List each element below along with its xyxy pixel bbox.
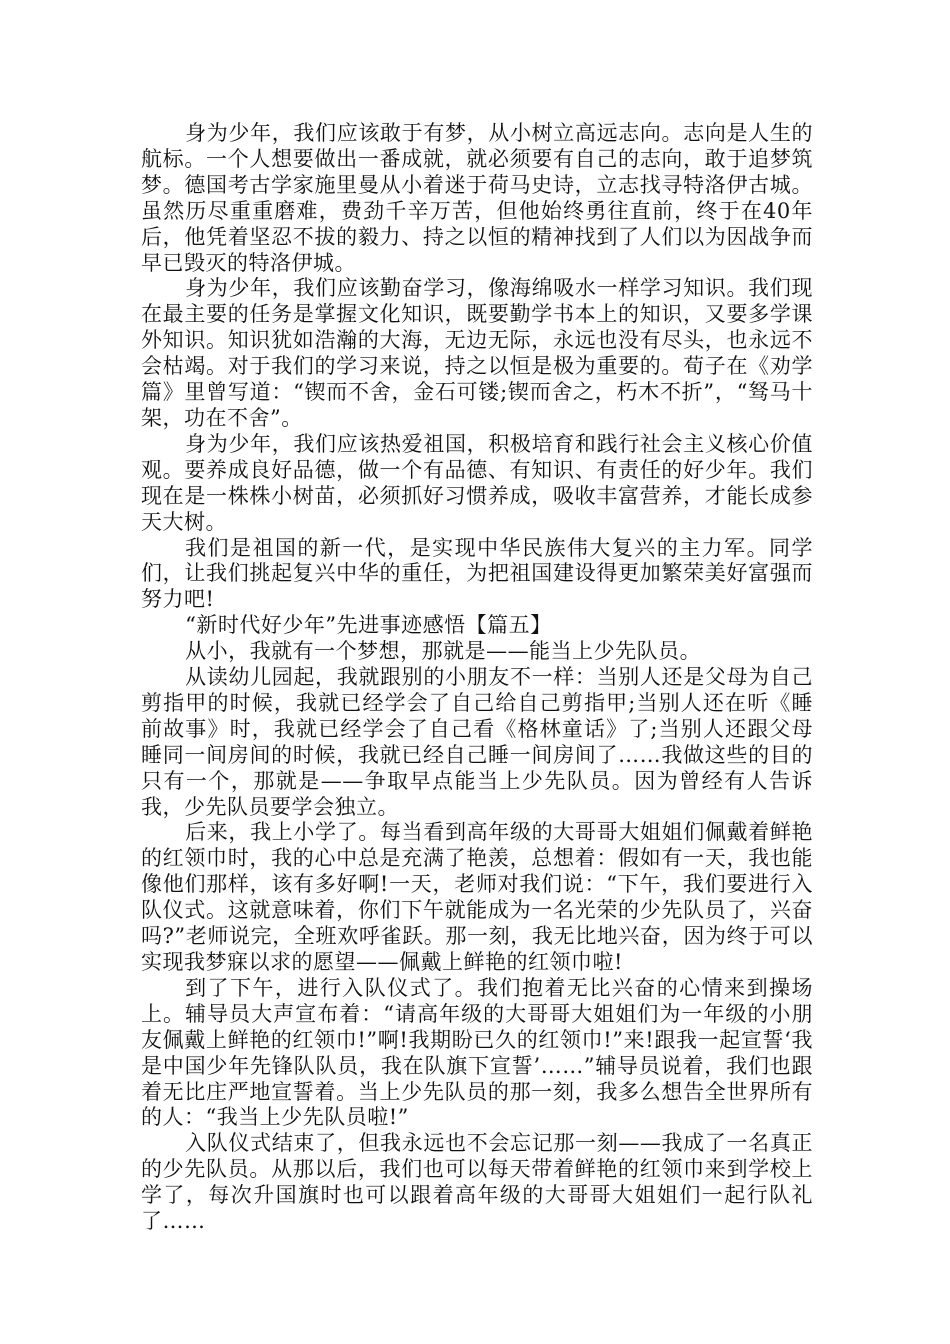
paragraph: 我们是祖国的新一代，是实现中华民族伟大复兴的主力军。同学们，让我们挑起复兴中华的重任，为把祖国建设得更加繁荣美好富强而努力吧! bbox=[141, 535, 813, 612]
paragraph: 从小，我就有一个梦想，那就是——能当上少先队员。 bbox=[185, 639, 702, 664]
paragraph: 后来，我上小学了。每当看到高年级的大哥哥大姐姐们佩戴着鲜艳的红领巾时，我的心中总是充满了艳羡，总想着：假如有一天，我也能像他们那样，该有多好啊!一天，老师对我们说：“下午，我们要进行入队仪式。这就意味着，你们下午就能成为一名光荣的少先队员了，兴奋吗?”老师说完，全班欢呼雀跃。那一刻，我无比地兴奋，因为终于可以实现我梦寐以求的愿望——佩戴上鲜艳的红领巾啦! bbox=[141, 820, 813, 974]
paragraph: 身为少年，我们应该热爱祖国，积极培育和践行社会主义核心价值观。要养成良好品德，做一个有品德、有知识、有责任的好少年。我们现在是一株株小树苗，必须抓好习惯养成，吸收丰富营养，才能长成参天大树。 bbox=[141, 431, 813, 534]
paragraph: 身为少年，我们应该勤奋学习，像海绵吸水一样学习知识。我们现在最主要的任务是掌握文化知识，既要勤学书本上的知识，又要多学课外知识。知识犹如浩瀚的大海，无边无际，永远也没有尽头，也永远不会枯竭。对于我们的学习来说，持之以恒是极为重要的。荀子在《劝学篇》里曾写道：“锲而不舍，金石可镂;锲而舍之，朽木不折”，“驽马十架，功在不舍”。 bbox=[141, 276, 813, 430]
paragraph: 到了下午，进行入队仪式了。我们抱着无比兴奋的心情来到操场上。辅导员大声宣布着：“请高年级的大哥哥大姐姐们为一年级的小朋友佩戴上鲜艳的红领巾!”啊!我期盼已久的红领巾!”来!跟我一起宣誓‘我是中国少年先锋队队员，我在队旗下宣誓’……”辅导员说着，我们也跟着无比庄严地宣誓着。当上少先队员的那一刻，我多么想告全世界所有的人：“我当上少先队员啦!” bbox=[141, 975, 813, 1130]
paragraph: 身为少年，我们应该敢于有梦，从小树立高远志向。志向是人生的航标。一个人想要做出一番成就，就必须要有自己的志向，敢于追梦筑梦。德国考古学家施里曼从小着迷于荷马史诗，立志找寻特洛伊古城。虽然历尽重重磨难，费劲千辛万苦，但他始终勇往直前，终于在40年后，他凭着坚忍不拔的毅力、持之以恒的精神找到了人们以为因战争而早已毁灭的特洛伊城。 bbox=[141, 121, 813, 275]
paragraph: 从读幼儿园起，我就跟别的小朋友不一样：当别人还是父母为自己剪指甲的时候，我就已经学会了自己给自己剪指甲;当别人还在听《睡前故事》时，我就已经学会了自己看《格林童话》了;当别人还跟父母睡同一间房间的时候，我就已经自己睡一间房间了……我做这些的目的只有一个，那就是——争取早点能当上少先队员。因为曾经有人告诉我，少先队员要学会独立。 bbox=[141, 665, 813, 819]
section-heading: “新时代好少年”先进事迹感悟【篇五】 bbox=[185, 613, 552, 638]
document-page bbox=[141, 121, 813, 1235]
paragraph: 入队仪式结束了，但我永远也不会忘记那一刻——我成了一名真正的少先队员。从那以后，我们也可以每天带着鲜艳的红领巾来到学校上学了，每次升国旗时也可以跟着高年级的大哥哥大姐姐们一起行队礼了…… bbox=[141, 1131, 813, 1234]
